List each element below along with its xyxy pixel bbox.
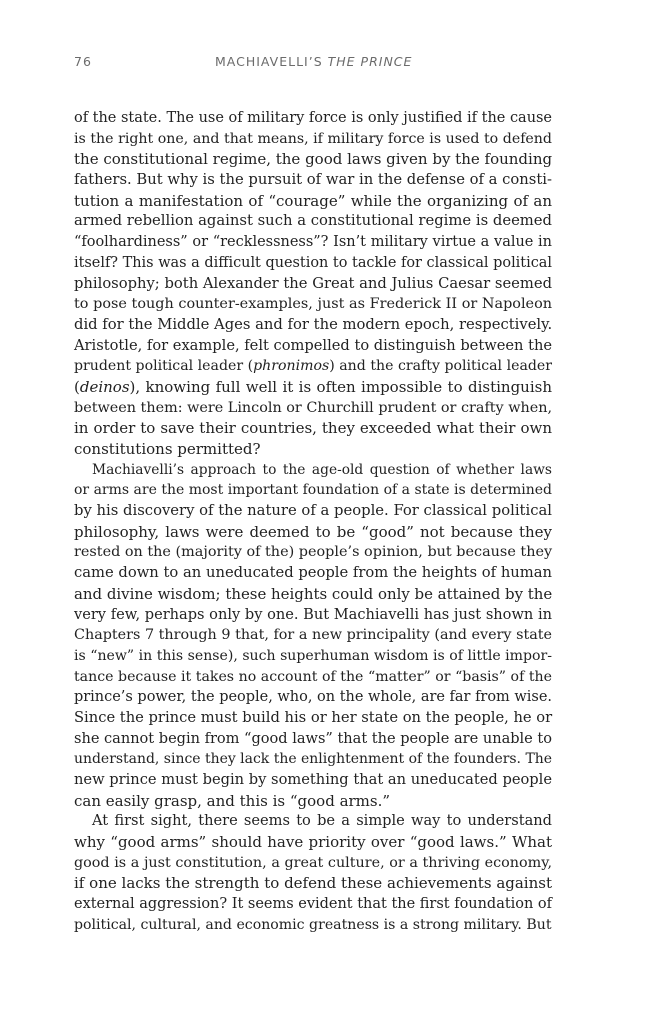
line-text: ), knowing full well it is often impossible to distinguish (129, 377, 552, 396)
body-text (74, 108, 552, 936)
line-text: external aggression? It seems evident that the first foundation of (74, 896, 552, 913)
text-line (74, 584, 552, 605)
line-text: understand, since they lack the enlightenment of the founders. The (74, 751, 553, 768)
text-line (74, 108, 552, 129)
text-line (74, 480, 552, 501)
text-line (74, 129, 552, 150)
text-line (74, 501, 552, 522)
page-number: 76 (74, 54, 92, 69)
line-text: political, cultural, and economic greatness is a strong military. But (74, 916, 552, 933)
text-line (74, 398, 552, 419)
line-text: philosophy, laws were deemed to be “good” not because they (74, 522, 552, 541)
text-line (74, 708, 552, 729)
line-text: between them: were Lincoln or Churchill prudent or crafty when, (74, 399, 553, 416)
text-line (74, 439, 552, 460)
line-text: and divine wisdom; these heights could only be attained by the (74, 584, 553, 603)
line-text: is the right one, and that means, if military force is used to defend (74, 130, 552, 147)
running-head (215, 54, 412, 70)
text-line (74, 294, 552, 315)
text-line (74, 149, 552, 170)
line-text: “foolhardiness” or “recklessness”? Isn’t military virtue a value in (74, 234, 552, 251)
text-line (74, 749, 552, 770)
line-text: did for the Middle Ages and for the modern epoch, respectively. (74, 315, 553, 333)
text-line (74, 915, 552, 936)
text-line (74, 563, 552, 584)
line-text: armed rebellion against such a constitutional regime is deemed (74, 212, 552, 230)
text-line (74, 274, 552, 295)
text-line (74, 336, 552, 357)
line-text: Machiavelli’s approach to the age-old question of whether laws (92, 461, 552, 478)
line-text: to pose tough counter-examples, just as Frederick II or Napoleon (74, 296, 552, 313)
text-line (74, 211, 552, 232)
text-line (74, 418, 552, 439)
text-line (74, 791, 552, 812)
text-line (74, 522, 552, 543)
text-line (74, 873, 552, 894)
line-text: tance because it takes no account of the “matter” or “basis” of the (74, 668, 552, 685)
line-text: constitutions permitted? (74, 440, 261, 458)
line-text: good is a just constitution, a great culture, or a thriving economy, (74, 854, 552, 871)
line-text: Since the prince must build his or her state on the people, he or (74, 708, 553, 726)
text-line (74, 811, 552, 832)
running-head-author: MACHIAVELLI’S (215, 54, 328, 69)
text-line (74, 832, 552, 853)
line-text: new prince must begin by something that an uneducated people (74, 771, 552, 788)
text-line (74, 605, 552, 626)
line-text: of the state. The use of military force is only justified if the cause (74, 110, 552, 126)
line-text: rested on the (majority of the) people’s opinion, but because they (74, 544, 553, 561)
line-text: very few, perhaps only by one. But Machiavelli has just shown in (74, 605, 552, 623)
text-line (74, 894, 552, 915)
running-head-title: THE PRINCE (327, 54, 413, 69)
line-text: itself? This was a difficult question to tackle for classical political (74, 254, 552, 271)
paragraph (74, 811, 552, 935)
text-line (74, 191, 552, 212)
line-text: ( (74, 377, 80, 396)
line-text: can easily grasp, and this is “good arms.” (74, 791, 391, 810)
line-text: prince’s power, the people, who, on the whole, are far from wise. (74, 689, 552, 706)
line-text: Chapters 7 through 9 that, for a new principality (and every state (74, 627, 552, 644)
line-text: ) and the crafty political leader (329, 358, 552, 375)
line-text: came down to an uneducated people from the heights of human (74, 564, 552, 582)
text-line (74, 542, 552, 563)
text-line (74, 729, 552, 750)
line-text: is “new” in this sense), such superhuman wisdom is of little impor- (74, 647, 552, 664)
line-text: prudent political leader ( (74, 358, 254, 375)
line-text: if one lacks the strength to defend these achievements against (74, 874, 552, 893)
text-line (74, 646, 552, 667)
paragraph (74, 460, 552, 812)
text-line (74, 667, 552, 688)
text-line (74, 232, 552, 253)
text-line (74, 253, 552, 274)
italic-term: phronimos (253, 358, 330, 375)
line-text: At first sight, there seems to be a simple way to understand (92, 812, 552, 830)
paragraph (74, 108, 552, 460)
italic-term: deinos (79, 377, 130, 396)
line-text: tution a manifestation of “courage” while the organizing of an (74, 191, 552, 210)
text-line (74, 315, 552, 336)
text-line (74, 853, 552, 874)
line-text: Aristotle, for example, felt compelled to distinguish between the (74, 336, 553, 354)
text-line (74, 356, 552, 377)
text-line (74, 170, 552, 191)
text-line (74, 687, 552, 708)
text-line (74, 625, 552, 646)
line-text: or arms are the most important foundation of a state is determined (74, 482, 552, 499)
line-text: by his discovery of the nature of a people. For classical political (74, 502, 552, 520)
text-line (74, 770, 552, 791)
line-text: the constitutional regime, the good laws given by the founding (74, 150, 553, 169)
line-text: in order to save their countries, they exceeded what their own (74, 419, 552, 438)
text-line (74, 460, 552, 481)
line-text: she cannot begin from “good laws” that the people are unable to (74, 730, 552, 747)
line-text: philosophy; both Alexander the Great and Julius Caesar seemed (74, 274, 552, 292)
text-line (74, 377, 552, 398)
line-text: why “good arms” should have priority over “good laws.” What (74, 833, 552, 852)
line-text: fathers. But why is the pursuit of war in the defense of a consti- (74, 171, 552, 189)
